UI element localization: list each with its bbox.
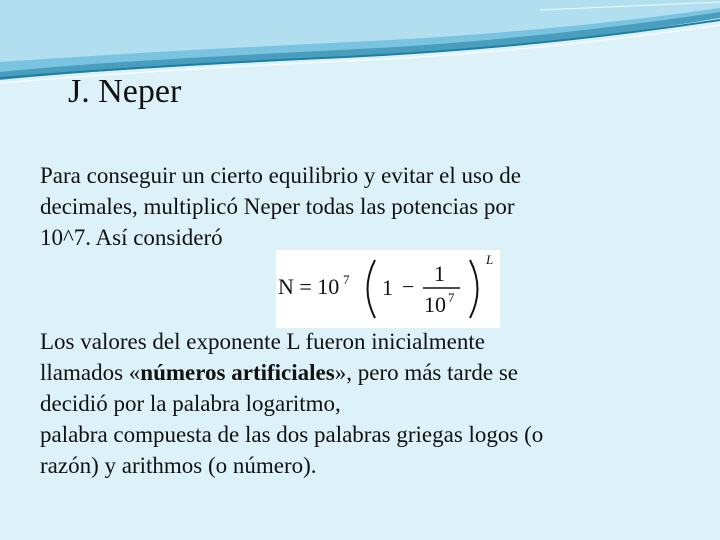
neper-formula <box>276 250 500 328</box>
intro-paragraph <box>40 160 680 253</box>
fraction-numerator: 1 <box>434 261 445 286</box>
explanation-line-3: decidió por la palabra logaritmo, <box>40 391 341 416</box>
formula-minus: − <box>402 274 415 299</box>
explanation-line-2-start: llamados « <box>40 360 141 385</box>
intro-line-1: Para conseguir un cierto equilibrio y evitar el uso de <box>40 163 521 188</box>
formula-exponent-7: 7 <box>343 272 350 287</box>
explanation-line-2-end: », pero más tarde se <box>334 360 518 385</box>
explanation-line-5: razón) y arithmos (o número). <box>40 453 317 478</box>
explanation-paragraph <box>40 326 680 481</box>
formula-one: 1 <box>382 275 393 300</box>
formula-exponent-L: L <box>486 252 494 267</box>
left-paren-icon <box>368 260 376 318</box>
fraction-denominator: 10 <box>424 292 446 317</box>
artificial-numbers-term: números artificiales <box>140 360 335 385</box>
explanation-line-2 <box>40 357 680 388</box>
intro-line-3: 10^7. Así consideró <box>40 225 223 250</box>
right-paren-icon <box>470 260 478 318</box>
intro-line-2: decimales, multiplicó Neper todas las potencias por <box>40 194 515 219</box>
fraction-exponent-7: 7 <box>448 290 455 305</box>
explanation-line-4: palabra compuesta de las dos palabras griegas logos (o <box>40 422 544 447</box>
formula-lhs: N = 10 <box>278 274 340 299</box>
slide-title: J. Neper <box>68 73 182 110</box>
formula-graphic <box>276 250 500 328</box>
explanation-line-1: Los valores del exponente L fueron inicialmente <box>40 329 485 354</box>
